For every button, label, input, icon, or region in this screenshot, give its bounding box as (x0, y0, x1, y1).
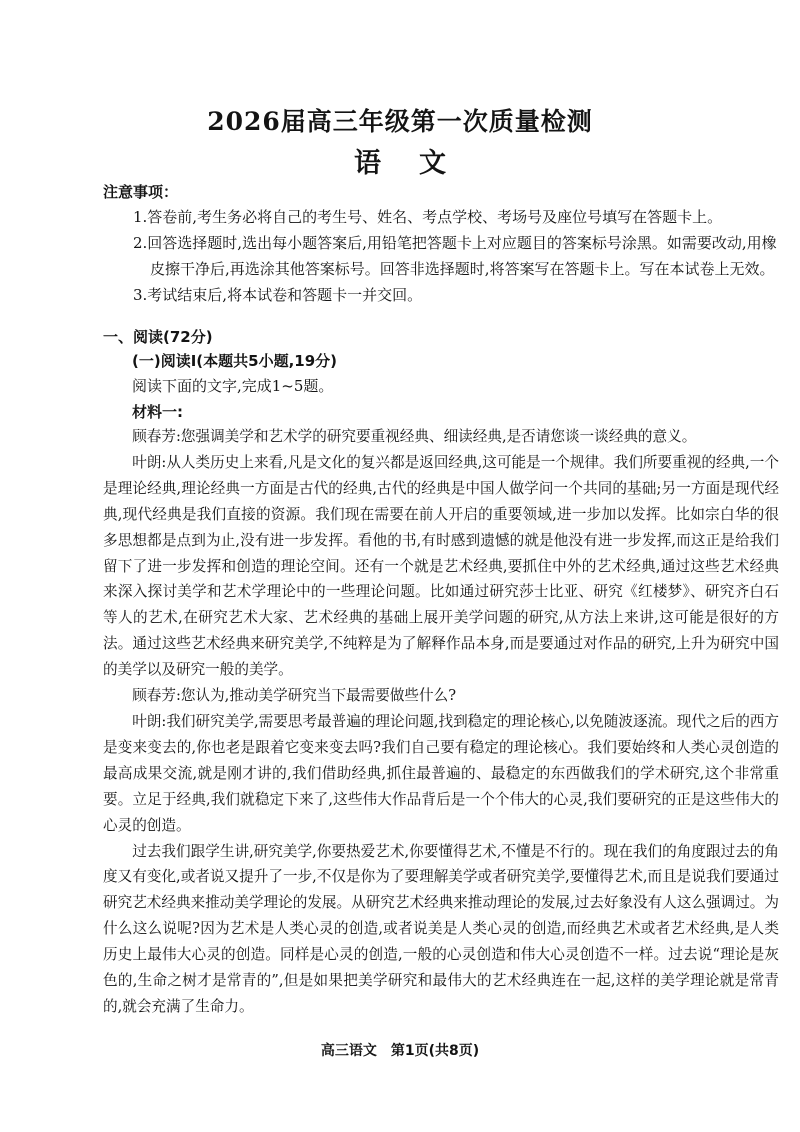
subject-title (0, 141, 800, 180)
exam-title: 2026届高三年级第一次质量检测 (207, 107, 593, 136)
paragraph-2: 叶朗:从人类历史上来看,凡是文化的复兴都是返回经典,这可能是一个规律。我们所要重视的经典,一个是理论经典,理论经典一方面是古代的经典,古代的经典是中国人做学问一个共同的基础;另一方面是现代经典,现代经典是我们直接的资源。我们现在需要在前人开启的重要领域,进一步加以发挥。比如宗白华的很多思想都是点到为止,没有进一步发挥。看他的书,有时感到遗憾的就是他没有进一步发挥,而这正是给我们留下了进一步发挥和创造的理论空间。还有一个就是艺术经典,要抓住中外的艺术经典,通过这些艺术经典来深入探讨美学和艺术学理论中的一些理论问题。比如通过研究莎士比亚、研究《红楼梦》、研究齐白石等人的艺术,在研究艺术大家、艺术经典的基础上展开美学问题的研究,从方法上来讲,这可能是很好的方法。通过这些艺术经典来研究美学,不纯粹是为了解释作品本身,而是要通过对作品的研究,上升为研究中国的美学以及研究一般的美学。 (103, 453, 779, 679)
section-heading: 一、阅读(72分) (103, 328, 213, 346)
notice-item-1: 1.答卷前,考生务必将自己的考生号、姓名、考点学校、考场号及座位号填写在答题卡上。 (133, 208, 723, 226)
paragraph-3: 顾春芳:您认为,推动美学研究当下最需要做些什么? (132, 687, 457, 705)
page-footer: 高三语文 第1页(共8页) (320, 1043, 480, 1059)
material-label: 材料一: (132, 403, 183, 421)
notice-item-2: 2.回答选择题时,选出每小题答案后,用铅笔把答题卡上对应题目的答案标号涂黑。如需要改动,用橡皮擦干净后,再选涂其他答案标号。回答非选择题时,将答案写在答题卡上。写在本试卷上无效。 (133, 234, 777, 278)
notice-item-3: 3.考试结束后,将本试卷和答题卡一并交回。 (133, 286, 423, 304)
notice-list (133, 204, 783, 308)
paragraph-1: 顾春芳:您强调美学和艺术学的研究要重视经典、细读经典,是否请您谈一谈经典的意义。 (132, 428, 697, 445)
subject-char-2: 文 (419, 148, 446, 179)
paragraph-5: 过去我们跟学生讲,研究美学,你要热爱艺术,你要懂得艺术,不懂是不行的。现在我们的角度跟过去的角度又有变化,或者说又提升了一步,不仅是你为了要理解美学或者研究美学,要懂得艺术,而且是说我们要通过研究艺术经典来推动美学理论的发展。从研究艺术经典来推动理论的发展,过去好象没有人这么强调过。为什么这么说呢?因为艺术是人类心灵的创造,或者说美是人类心灵的创造,而经典艺术或者艺术经典,是人类历史上最伟大心灵的创造。同样是心灵的创造,一般的心灵创造和伟大心灵创造不一样。过去说“理论是灰色的,生命之树才是常青的”,但是如果把美学研究和最伟大的艺术经典连在一起,这样的美学理论就是常青的,就会充满了生命力。 (103, 842, 779, 1015)
paragraph-4: 叶朗:我们研究美学,需要思考最普遍的理论问题,找到稳定的理论核心,以免随波逐流。现代之后的西方是变来变去的,你也老是跟着它变来变去吗?我们自己要有稳定的理论核心。我们要始终和人类心灵创造的最高成果交流,就是刚才讲的,我们借助经典,抓住最普遍的、最稳定的东西做我们的学术研究,这个非常重要。立足于经典,我们就稳定下来了,这些伟大作品背后是一个个伟大的心灵,我们要研究的正是这些伟大的心灵的创造。 (103, 712, 779, 834)
reading-subheading: (一)阅读Ⅰ(本题共5小题,19分) (132, 352, 338, 370)
material-body (103, 424, 779, 1020)
notice-heading: 注意事项： (103, 183, 179, 201)
reading-instruction: 阅读下面的文字,完成1~5题。 (132, 377, 334, 395)
subject-char-1: 语 (354, 148, 381, 179)
